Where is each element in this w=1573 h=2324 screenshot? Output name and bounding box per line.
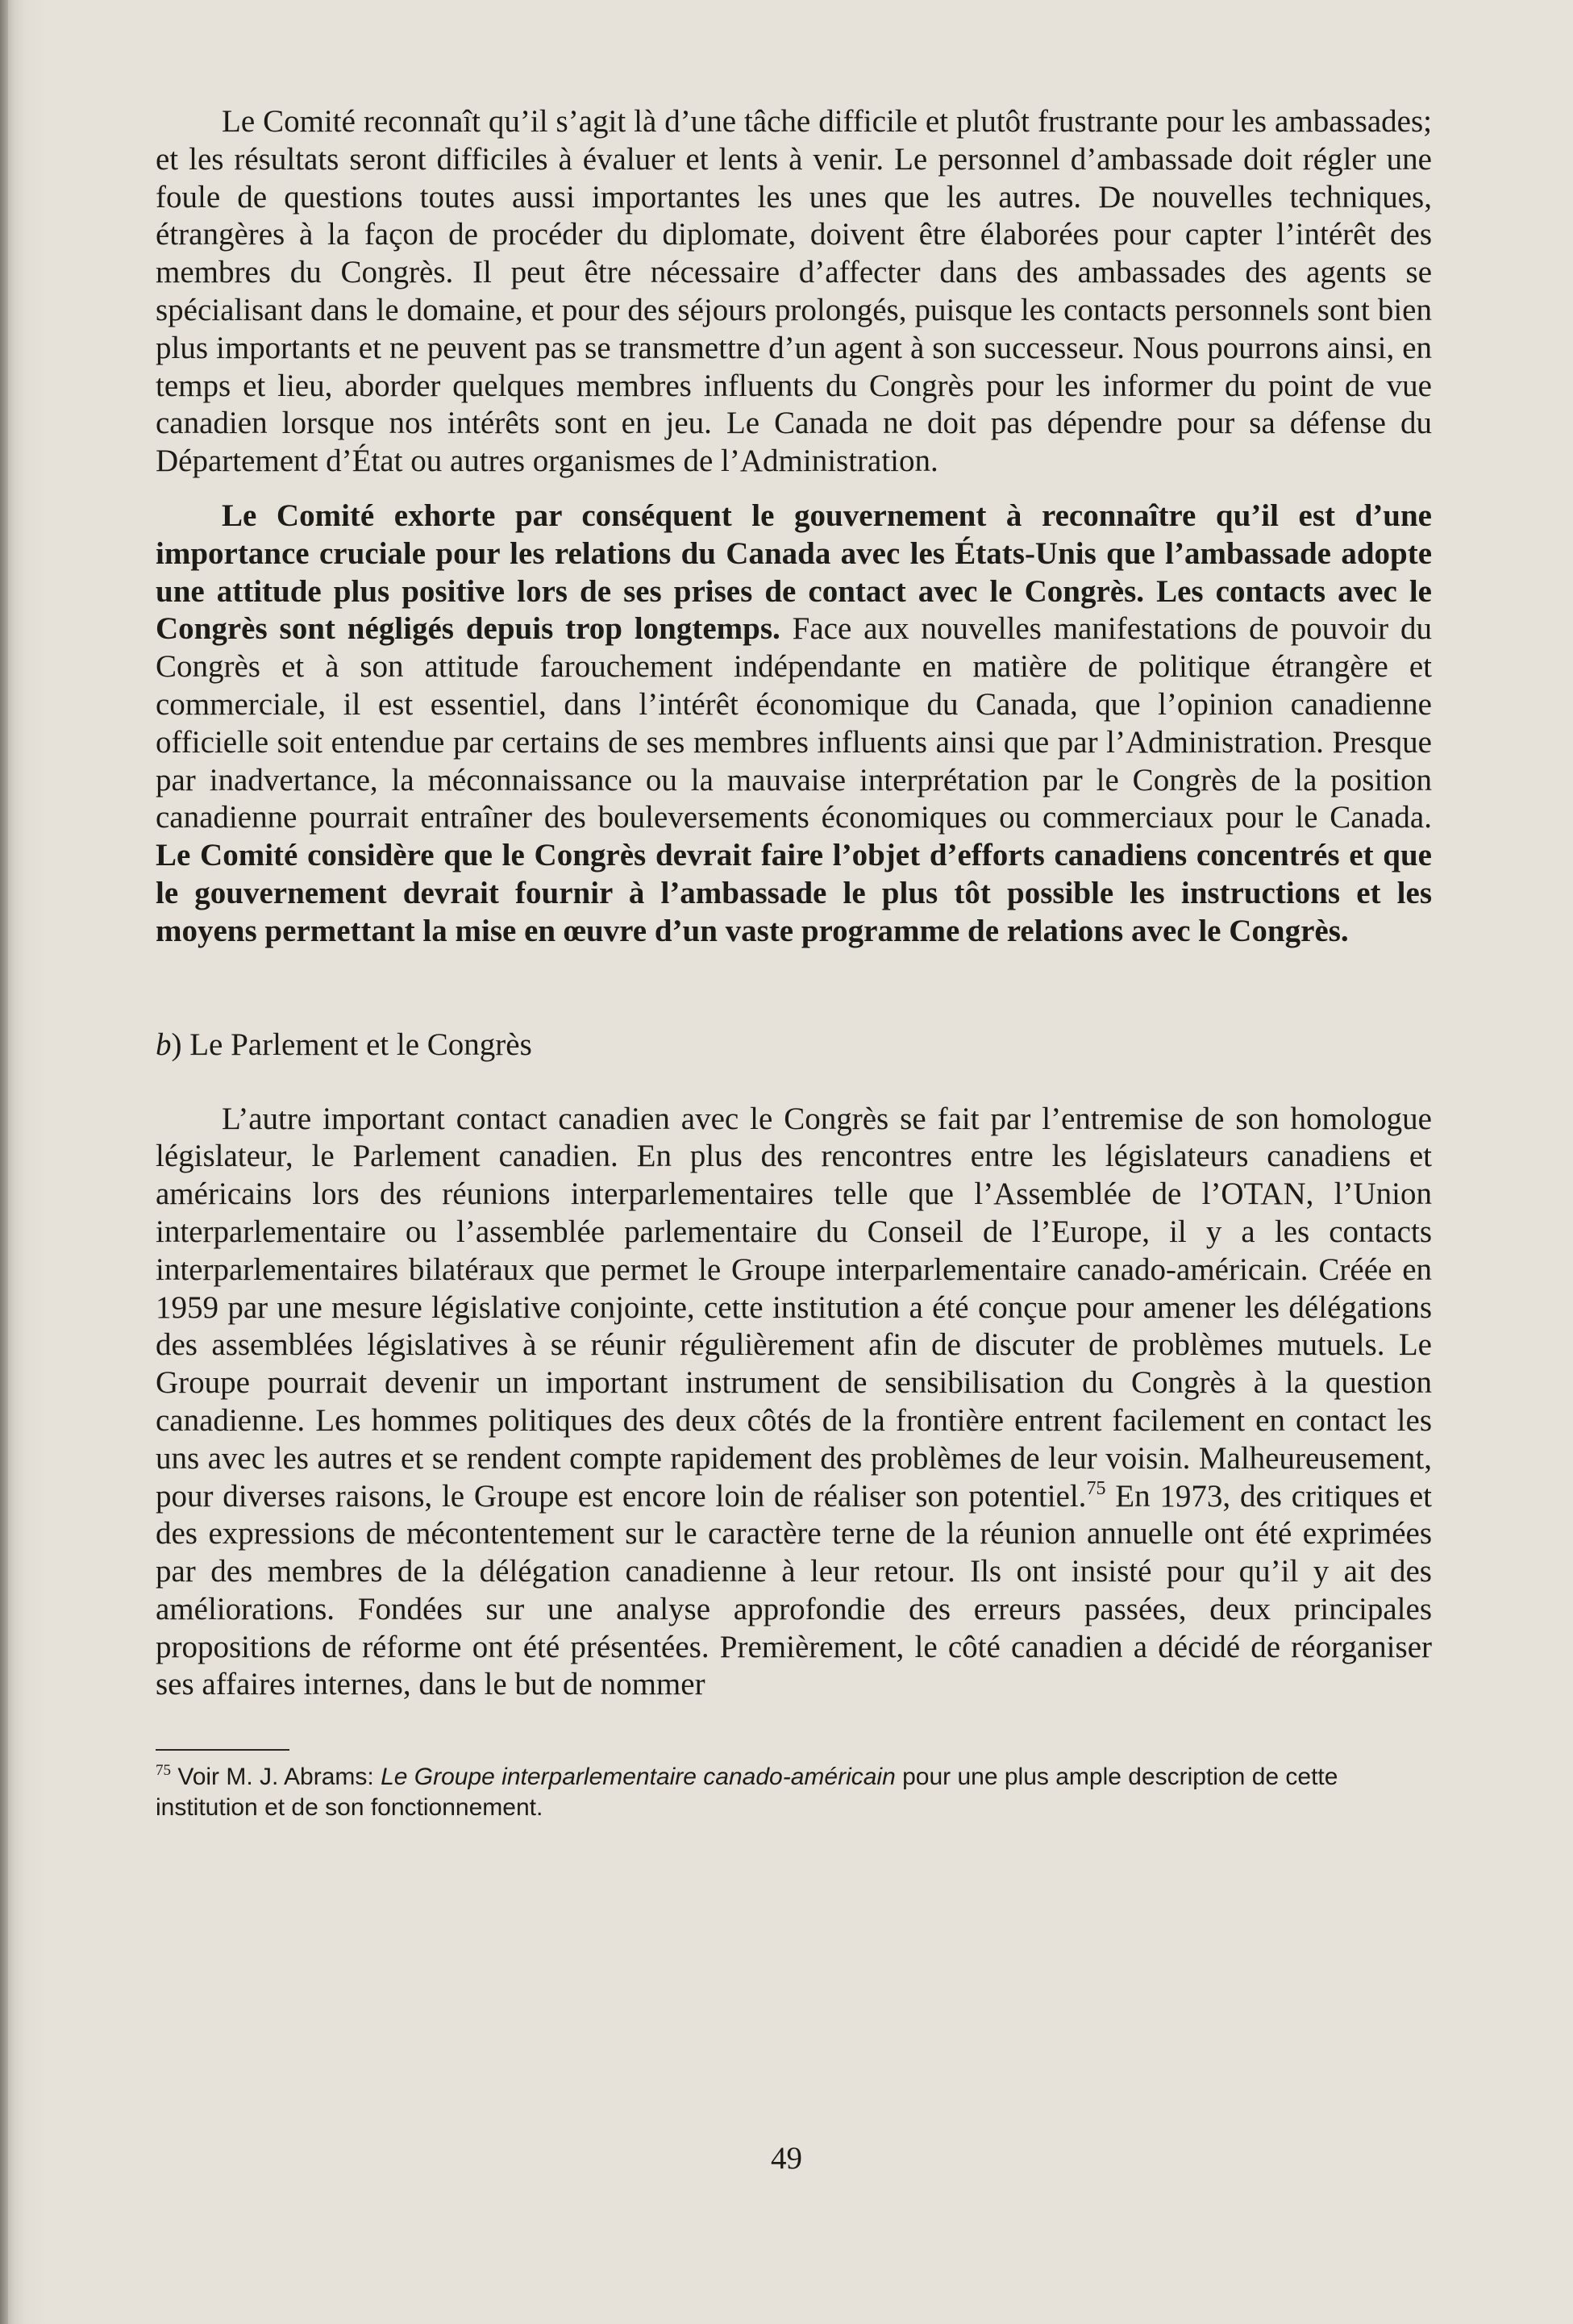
footnote-cited-title: Le Groupe interparlementaire canado-américain <box>381 1764 896 1791</box>
footnote-divider <box>156 1749 289 1751</box>
paragraph-3 <box>156 1101 1432 1705</box>
footnote-text-start: Voir M. J. Abrams: <box>171 1764 381 1791</box>
page-number: 49 <box>771 2141 802 2176</box>
footnote <box>156 1762 1432 1823</box>
page-body <box>156 103 1432 1823</box>
section-heading <box>156 1026 1432 1064</box>
book-spine-shadow <box>0 0 8 2324</box>
paragraph-2 <box>156 498 1432 951</box>
paragraph-3-text-start: L’autre important contact canadien avec le Congrès se fait par l’entremise de son homologue législateur, le Parlement canadien. En plus des rencontres entre les législateurs canadiens et américains lors des réunions interparlementaires telle que l’Assemblée de l’OTAN, l’Union interparlementaire ou l’assemblée parlementaire du Conseil de l’Europe, il y a les contacts interparlementaires bilatéraux que permet le Groupe interparlementaire canado-américain. Créée en 1959 par une mesure législative conjointe, cette institution a été conçue pour amener les délégations des assemblées législatives à se réunir régulièrement afin de discuter de problèmes mutuels. Le Groupe pourrait devenir un important instrument de sensibilisation du Congrès à la question canadienne. Les hommes politiques des deux côtés de la frontière entrent facilement en contact les uns avec les autres et se rendent compte rapidement des problèmes de leur voisin. Malheureusement, pour diverses raisons, le Groupe est encore loin de réaliser son potentiel. <box>156 1101 1432 1514</box>
footnote-number: 75 <box>156 1762 171 1780</box>
paragraph-2-bold-conclusion: Le Comité considère que le Congrès devrait faire l’objet d’efforts canadiens concentrés et que le gouvernement devrait fournir à l’ambassade le plus tôt possible les instructions et les moyens permettant la mise en œuvre d’un vaste programme de relations avec le Congrès. <box>156 838 1432 948</box>
paragraph-1: Le Comité reconnaît qu’il s’agit là d’une tâche difficile et plutôt frustrante pour les ambassades; et les résultats seront difficiles à évaluer et lents à venir. Le personnel d’ambassade doit régler une foule de questions toutes aussi importantes les unes que les autres. De nouvelles techniques, étrangères à la façon de procéder du diplomate, doivent être élaborées pour capter l’intérêt des membres du Congrès. Il peut être nécessaire d’affecter dans des ambassades des agents se spécialisant dans le domaine, et pour des séjours prolongés, puisque les contacts personnels sont bien plus importants et ne peuvent pas se transmettre d’un agent à son successeur. Nous pourrons ainsi, en temps et lieu, aborder quelques membres influents du Congrès pour les informer du point de vue canadien lorsque nos intérêts sont en jeu. Le Canada ne doit pas dépendre pour sa défense du Département d’État ou autres organismes de l’Administration. <box>156 104 1432 479</box>
paragraph-2-text: Face aux nouvelles manifestations de pouvoir du Congrès et à son attitude farouchement indépendante en matière de politique étrangère et commerciale, il est essentiel, dans l’intérêt économique du Canada, que l’opinion canadienne officielle soit entendue par certains de ses membres influents ainsi que par l’Administration. Presque par inadvertance, la méconnaissance ou la mauvaise interprétation par le Congrès de la position canadienne pourrait entraîner des bouleversements économiques ou commerciaux pour le Canada. <box>156 611 1432 835</box>
section-heading-title: ) Le Parlement et le Congrès <box>171 1027 532 1062</box>
paragraph-3-text-end: En 1973, des critiques et des expressions de mécontentement sur le caractère terne de la réunion annuelle ont été exprimées par des membres de la délégation canadienne à leur retour. Ils ont insisté pour qu’il y ait des améliorations. Fondées sur une analyse approfondie des erreurs passées, deux principales propositions de réforme ont été présentées. Premièrement, le côté canadien a décidé de réorganiser ses affaires internes, dans le but de nommer <box>156 1478 1432 1702</box>
section-heading-letter: b <box>156 1027 172 1062</box>
footnote-reference: 75 <box>1086 1477 1106 1499</box>
paragraph-2-bold-recommendation: Le Comité exhorte par conséquent le gouvernement à reconnaître qu’il est d’une importance cruciale pour les relations du Canada avec les États-Unis que l’ambassade adopte une attitude plus positive lors de ses prises de contact avec le Congrès. Les contacts avec le Congrès sont négligés depuis trop longtemps. <box>156 498 1432 647</box>
footnote-text-end: pour une plus ample description de cette institution et de son fonctionnement. <box>156 1764 1338 1822</box>
